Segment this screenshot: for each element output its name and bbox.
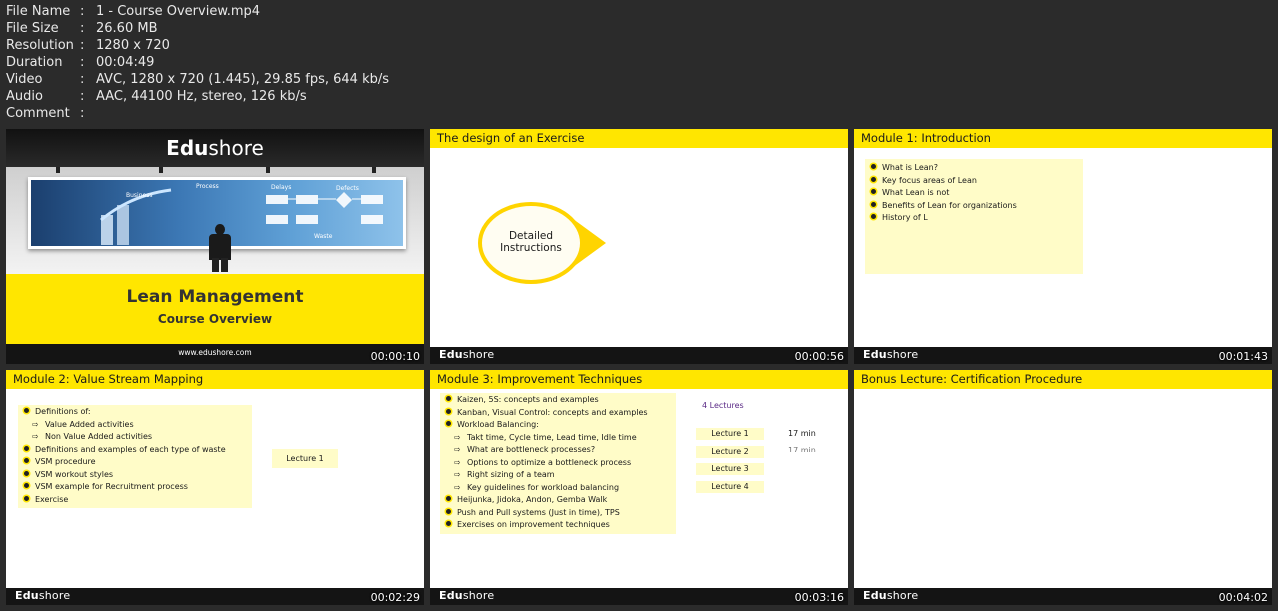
file-info-row (6, 37, 389, 54)
arrow-bullet-icon: ⇨ (454, 470, 461, 479)
bullet-dot-icon (24, 446, 29, 451)
file-info-row (6, 20, 389, 37)
sub-bullet-item (446, 444, 676, 457)
spotlight-icon (372, 167, 376, 173)
info-value: 1280 x 720 (96, 38, 170, 53)
slide-title: Module 2: Value Stream Mapping (6, 370, 424, 389)
bullet-item (871, 187, 1083, 200)
bullet-item (24, 494, 252, 507)
arrow-bullet-icon: ⇨ (454, 457, 461, 467)
thumbnail-5[interactable] (430, 370, 848, 605)
bullet-dot-icon (24, 496, 29, 501)
brand-bold: Edu (439, 589, 463, 602)
lecture-label: Lecture 1 (272, 449, 338, 468)
course-subtitle: Course Overview (157, 312, 273, 326)
bullet-dot-icon (871, 164, 876, 169)
bullet-item (446, 494, 676, 507)
sub-bullet-item (446, 432, 676, 445)
thumbnail-4[interactable] (6, 370, 424, 605)
bullet-text: Value Added activities (45, 419, 134, 429)
bullet-text: History of L (882, 213, 928, 222)
bullet-dot-icon (446, 496, 451, 501)
timestamp: 00:00:56 (794, 350, 844, 363)
bullet-item (446, 507, 676, 520)
bullet-dot-icon (446, 521, 451, 526)
bullet-dot-icon (24, 458, 29, 463)
thumbnail-6[interactable] (854, 370, 1272, 605)
info-key: Audio (6, 89, 43, 104)
info-separator: : (80, 21, 85, 36)
brand-rest: shore (462, 348, 495, 361)
bullet-dot-icon (24, 471, 29, 476)
bullet-text: Benefits of Lean for organizations (882, 200, 1017, 210)
slide-footer (854, 588, 1272, 605)
bullet-item (871, 212, 1083, 225)
bullet-dot-icon (871, 202, 876, 207)
bullet-dot-icon (446, 409, 451, 414)
slide-title: Bonus Lecture: Certification Procedure (854, 370, 1272, 389)
board-word: Defects (336, 185, 359, 192)
slide-footer (6, 588, 424, 605)
info-value: AVC, 1280 x 720 (1.445), 29.85 fps, 644 kb/s (96, 72, 390, 87)
logo-rest: shore (208, 136, 264, 160)
file-info-row (6, 3, 389, 20)
lecture-label: Lecture 2 (696, 446, 764, 458)
slide-title: Module 1: Introduction (854, 129, 1272, 148)
bullet-dot-icon (446, 421, 451, 426)
info-key: File Name (6, 4, 71, 19)
bullet-dot-icon (24, 408, 29, 413)
brand-bold: Edu (15, 589, 39, 602)
timestamp: 00:03:16 (794, 591, 844, 604)
file-info-row (6, 54, 389, 71)
info-separator: : (80, 4, 85, 19)
bullet-box (18, 405, 252, 508)
sub-bullet-item (446, 457, 676, 470)
arrow-bullet-icon: ⇨ (32, 432, 39, 441)
info-separator: : (80, 72, 85, 87)
board-word: Waste (314, 233, 333, 240)
board-word: Process (196, 183, 219, 190)
bullet-text: Exercise (35, 494, 69, 504)
sub-bullet-item (24, 419, 252, 432)
logo-bold: Edu (166, 136, 209, 160)
slide-footer (854, 347, 1272, 364)
bullet-text: Non Value Added activities (45, 432, 153, 441)
timestamp: 00:00:10 (370, 350, 420, 363)
spot-lights (56, 167, 376, 177)
sub-bullet-item (24, 431, 252, 444)
bullet-text: Definitions of: (35, 407, 91, 416)
bullet-text: VSM example for Recruitment process (35, 482, 188, 491)
footer-brand (439, 589, 494, 602)
timestamp: 00:04:02 (1218, 591, 1268, 604)
info-separator: : (80, 106, 85, 121)
slide-title: The design of an Exercise (430, 129, 848, 148)
bullet-item (24, 481, 252, 494)
sub-bullet-item (446, 482, 676, 495)
bullet-text: Push and Pull systems (Just in time), TPS (457, 507, 620, 517)
title-slide-footer (6, 344, 424, 364)
bullet-text: Options to optimize a bottleneck process (467, 457, 632, 467)
brand-rest: shore (886, 589, 919, 602)
info-key: File Size (6, 21, 59, 36)
bullet-text: Right sizing of a team (467, 470, 555, 479)
bullet-text: Exercises on improvement techniques (457, 520, 610, 529)
lectures-heading: 4 Lectures (702, 401, 744, 410)
info-key: Comment (6, 106, 70, 121)
bullet-item (24, 406, 252, 419)
bullet-text: What Lean is not (882, 188, 950, 197)
brand-rest: shore (886, 348, 919, 361)
arrow-bullet-icon: ⇨ (454, 445, 461, 454)
bullet-item (871, 175, 1083, 188)
brand-bold: Edu (863, 348, 887, 361)
bullet-text: Kaizen, 5S: concepts and examples (457, 395, 599, 404)
info-key: Video (6, 72, 43, 87)
footer-brand (863, 348, 918, 361)
info-value: 00:04:49 (96, 55, 155, 70)
slide-footer (430, 588, 848, 605)
footer-brand (439, 348, 494, 361)
file-info-row (6, 88, 389, 105)
info-separator: : (80, 38, 85, 53)
info-separator: : (80, 55, 85, 70)
course-title: Lean Management (126, 287, 304, 307)
bubble-text: Detailed Instructions (500, 230, 562, 254)
spotlight-icon (159, 167, 163, 173)
bullet-text: Key guidelines for workload balancing (467, 482, 620, 492)
bullet-text: Workload Balancing: (457, 420, 539, 429)
bullet-text: VSM workout styles (35, 469, 114, 479)
bullet-item (446, 407, 676, 420)
spotlight-icon (266, 167, 270, 173)
bullet-text: What is Lean? (882, 163, 938, 172)
bullet-text: Takt time, Cycle time, Lead time, Idle time (467, 432, 637, 442)
footer-brand (15, 589, 70, 602)
brand-bold: Edu (439, 348, 463, 361)
arrow-bullet-icon: ⇨ (454, 482, 461, 492)
timestamp: 00:02:29 (370, 591, 420, 604)
bullet-dot-icon (871, 177, 876, 182)
bullet-box (865, 159, 1083, 274)
bullet-item (446, 519, 676, 532)
info-value: 1 - Course Overview.mp4 (96, 4, 261, 19)
info-value: AAC, 44100 Hz, stereo, 126 kb/s (96, 89, 307, 104)
bullet-item (446, 394, 676, 407)
bullet-dot-icon (446, 396, 451, 401)
info-key: Resolution (6, 38, 74, 53)
lecture-label: Lecture 3 (696, 463, 764, 475)
brand-rest: shore (38, 589, 71, 602)
bullet-item (871, 162, 1083, 175)
timestamp: 00:01:43 (1218, 350, 1268, 363)
bullet-dot-icon (871, 189, 876, 194)
bullet-text: Heijunka, Jidoka, Andon, Gemba Walk (457, 495, 608, 504)
brand-rest: shore (462, 589, 495, 602)
info-key: Duration (6, 55, 63, 70)
bullet-item (24, 444, 252, 457)
info-separator: : (80, 89, 85, 104)
lecture-duration (788, 446, 828, 452)
thumbnail-2[interactable] (430, 129, 848, 364)
bullet-item (871, 200, 1083, 213)
bullet-box (440, 393, 676, 534)
bullet-text: Definitions and examples of each type of waste (35, 444, 226, 454)
slide-title: Module 3: Improvement Techniques (430, 370, 848, 389)
arrow-bullet-icon: ⇨ (454, 432, 461, 442)
lecture-label: Lecture 1 (696, 428, 764, 440)
thumbnail-3[interactable] (854, 129, 1272, 364)
thumbnail-1[interactable] (6, 129, 424, 364)
file-info-panel (6, 3, 389, 122)
bullet-item (24, 469, 252, 482)
bullet-item (446, 419, 676, 432)
info-value: 26.60 MB (96, 21, 158, 36)
bullet-text: Key focus areas of Lean (882, 175, 977, 185)
bullet-dot-icon (24, 483, 29, 488)
title-slide-logo (6, 136, 424, 160)
title-slide-header (6, 129, 424, 167)
businessman-figure (206, 224, 234, 272)
website-url: www.edushore.com (178, 348, 252, 357)
lecture-duration: 17 min (788, 429, 816, 438)
brand-bold: Edu (863, 589, 887, 602)
bullet-text: Kanban, Visual Control: concepts and examples (457, 407, 648, 417)
title-slide-band (6, 274, 424, 344)
bullet-dot-icon (446, 509, 451, 514)
bullet-text: What are bottleneck processes? (467, 445, 596, 454)
slide-footer (430, 347, 848, 364)
bullet-item (24, 456, 252, 469)
arrow-bullet-icon: ⇨ (32, 419, 39, 429)
board-word: Business (126, 192, 153, 199)
spotlight-icon (56, 167, 60, 173)
lecture-duration-text: 17 min (788, 446, 816, 452)
footer-brand (863, 589, 918, 602)
file-info-row (6, 71, 389, 88)
sub-bullet-item (446, 469, 676, 482)
lecture-label: Lecture 4 (696, 481, 764, 493)
bullet-dot-icon (871, 214, 876, 219)
file-info-row (6, 105, 389, 122)
bullet-text: VSM procedure (35, 457, 96, 466)
board-word: Delays (271, 184, 292, 191)
